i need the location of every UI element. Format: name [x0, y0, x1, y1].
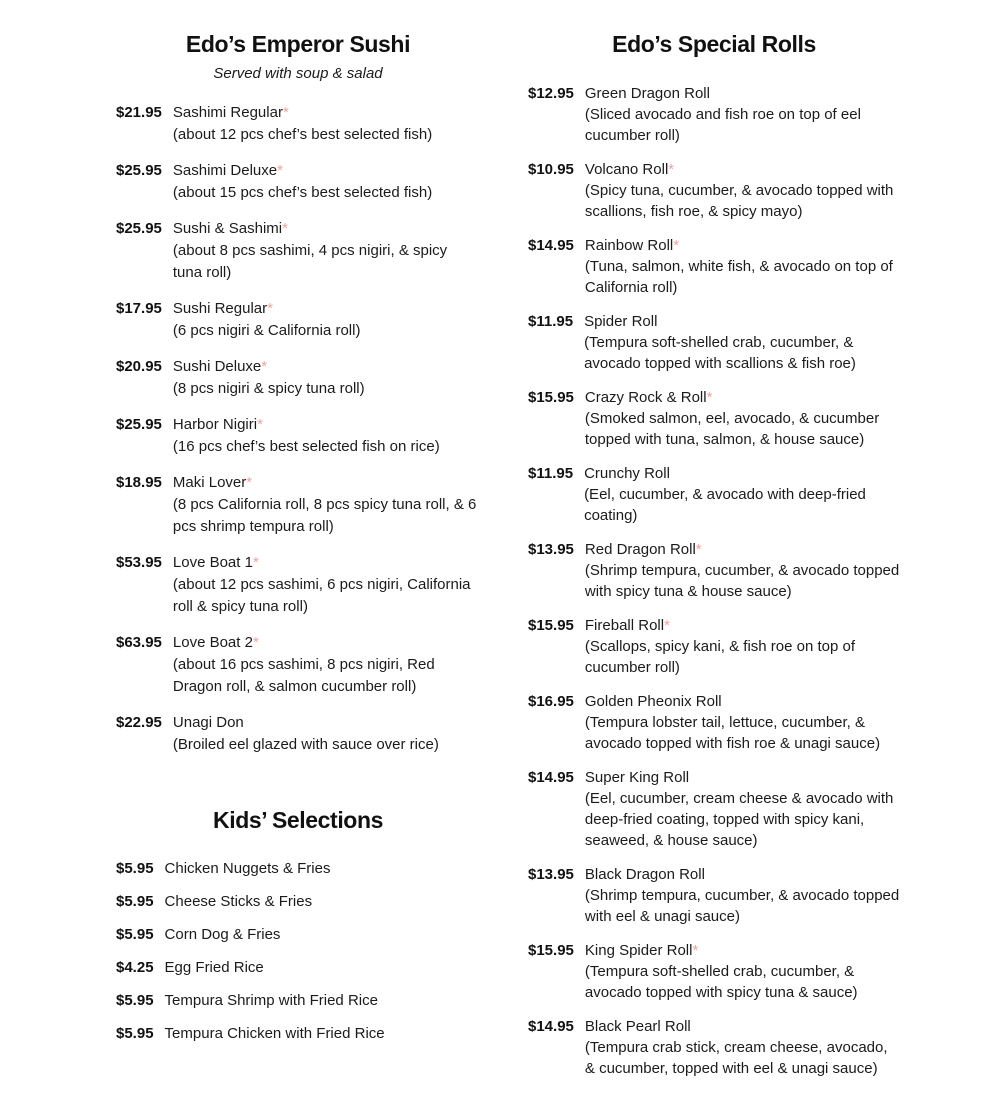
item-name-line [585, 159, 900, 180]
item-name-line [165, 957, 480, 979]
item-name: Tempura Chicken with Fried Rice [164, 1025, 385, 1042]
section-title-kids-selections: Kids’ Selections [213, 807, 383, 833]
item-name: Black Dragon Roll [584, 866, 705, 883]
item-text [173, 712, 480, 756]
item-price: $25.95 [116, 220, 162, 237]
item-description: (Spicy tuna, cucumber, & avocado topped with scallions, fish roe, & spicy mayo) [584, 182, 894, 220]
item-name: Golden Pheonix Roll [584, 693, 722, 710]
item-text [585, 235, 900, 298]
item-name-line [585, 940, 900, 961]
item-description: (Eel, cucumber, cream cheese & avocado with deep-fried coating, topped with spicy kani, seaweed, & house sauce) [584, 790, 894, 849]
item-price: $4.25 [116, 959, 154, 976]
item-text [173, 552, 480, 618]
item-price: $53.95 [116, 554, 162, 571]
item-name-line [165, 891, 480, 913]
item-description: (Tuna, salmon, white fish, & avocado on top of California roll) [584, 258, 893, 296]
item-text [173, 472, 480, 538]
spicy-asterisk: * [706, 389, 713, 406]
spicy-asterisk: * [664, 617, 670, 634]
item-text [165, 891, 480, 913]
section-subtitle-emperor-sushi: Served with soup & salad [213, 65, 383, 82]
item-text [173, 298, 480, 342]
menu-item [116, 712, 480, 756]
item-text [585, 691, 900, 754]
menu-item [116, 414, 480, 458]
item-name: Crunchy Roll [584, 465, 670, 482]
item-price: $10.95 [528, 161, 574, 178]
item-price: $12.95 [528, 85, 574, 102]
item-name-line [585, 615, 900, 636]
item-name-line [585, 691, 900, 712]
item-name-line [173, 632, 480, 654]
menu-item [116, 552, 480, 618]
item-price: $5.95 [116, 1025, 154, 1042]
item-text [585, 767, 900, 851]
item-description: (about 16 pcs sashimi, 8 pcs nigiri, Red Dragon roll, & salmon cucumber roll) [172, 656, 435, 695]
item-text [165, 957, 480, 979]
spicy-asterisk: * [668, 161, 675, 178]
item-text [585, 83, 900, 146]
item-name-line [173, 102, 480, 124]
item-price: $25.95 [116, 162, 162, 179]
menu-item [528, 539, 900, 602]
item-name-line [173, 712, 480, 734]
item-name-line [173, 356, 480, 378]
item-name: Fireball Roll [584, 617, 665, 634]
item-name-line [585, 387, 900, 408]
item-price: $18.95 [116, 474, 162, 491]
section-title-special-rolls: Edo’s Special Rolls [612, 31, 816, 57]
item-text [584, 311, 900, 374]
item-description: (Smoked salmon, eel, avocado, & cucumber topped with tuna, salmon, & house sauce) [584, 410, 880, 448]
item-description: (Tempura lobster tail, lettuce, cucumber, & avocado topped with fish roe & unagi sauce) [584, 714, 881, 752]
item-text [585, 539, 900, 602]
item-name-line [585, 767, 900, 788]
item-description: (about 15 pcs chef’s best selected fish) [172, 184, 433, 201]
menu-item [116, 356, 480, 400]
spicy-asterisk: * [267, 300, 273, 317]
item-name: Egg Fried Rice [164, 959, 264, 976]
item-name: Rainbow Roll [584, 237, 674, 254]
item-description: (Eel, cucumber, & avocado with deep-fried coating) [584, 486, 866, 524]
spicy-asterisk: * [282, 220, 288, 237]
item-text [585, 864, 900, 927]
menu-item [528, 864, 900, 927]
item-description: (about 8 pcs sashimi, 4 pcs nigiri, & spicy tuna roll) [172, 242, 448, 281]
item-name: Sashimi Regular [172, 104, 283, 121]
item-price: $15.95 [528, 617, 574, 634]
menu-item [528, 387, 900, 450]
spicy-asterisk: * [282, 104, 289, 121]
item-text [173, 414, 480, 458]
item-price: $13.95 [528, 866, 574, 883]
item-price: $22.95 [116, 714, 162, 731]
item-name: Volcano Roll [584, 161, 669, 178]
section-title-emperor-sushi: Edo’s Emperor Sushi [185, 31, 411, 57]
item-name: Black Pearl Roll [584, 1018, 691, 1035]
item-text [173, 160, 480, 204]
item-price: $5.95 [116, 926, 154, 943]
right-column [528, 30, 900, 1092]
item-text [584, 463, 900, 526]
item-name: Super King Roll [584, 769, 690, 786]
item-name: Red Dragon Roll [584, 541, 696, 558]
item-name-line [165, 1023, 480, 1045]
menu-item [116, 924, 480, 946]
menu-item [528, 940, 900, 1003]
item-price: $15.95 [528, 942, 574, 959]
spicy-asterisk: * [673, 237, 680, 254]
item-name-line [173, 298, 480, 320]
item-name: Green Dragon Roll [584, 85, 710, 102]
item-name: Sushi & Sashimi [172, 220, 283, 237]
item-name: Sushi Regular [172, 300, 268, 317]
item-name: Harbor Nigiri [172, 416, 258, 433]
item-name: Maki Lover [172, 474, 247, 491]
item-name-line [165, 858, 480, 880]
item-name-line [173, 472, 480, 494]
item-description: (Tempura soft-shelled crab, cucumber, & avocado topped with scallions & fish roe) [584, 334, 856, 372]
item-price: $11.95 [528, 313, 574, 330]
item-list-emperor-sushi [116, 102, 480, 756]
item-text [173, 632, 480, 698]
item-text [585, 159, 900, 222]
item-description: (Scallops, spicy kani, & fish roe on top of cucumber roll) [584, 638, 856, 676]
item-description: (6 pcs nigiri & California roll) [172, 322, 361, 339]
menu-item [528, 691, 900, 754]
item-text [165, 924, 480, 946]
item-name-line [173, 160, 480, 182]
item-name-line [165, 924, 480, 946]
item-name-line [585, 539, 900, 560]
item-text [173, 218, 480, 284]
item-price: $15.95 [528, 389, 574, 406]
item-name: Corn Dog & Fries [164, 926, 281, 943]
item-text [173, 356, 480, 400]
menu-item [116, 891, 480, 913]
item-price: $14.95 [528, 1018, 574, 1035]
spicy-asterisk: * [277, 162, 283, 179]
menu-item [528, 767, 900, 851]
item-text [165, 990, 480, 1012]
menu-item [116, 102, 480, 146]
item-name-line [585, 235, 900, 256]
menu-item [116, 858, 480, 880]
spicy-asterisk: * [692, 942, 699, 959]
item-price: $5.95 [116, 992, 154, 1009]
item-name: Love Boat 1 [172, 554, 253, 571]
item-price: $5.95 [116, 860, 154, 877]
item-list-special-rolls [528, 83, 900, 1079]
menu-item [528, 83, 900, 146]
menu-item [116, 1023, 480, 1045]
section-special-rolls [528, 30, 900, 1079]
item-description: (16 pcs chef’s best selected fish on rice) [172, 438, 440, 455]
item-name-line [165, 990, 480, 1012]
item-text [585, 387, 900, 450]
menu-item [528, 615, 900, 678]
menu-item [116, 298, 480, 342]
menu-item [116, 472, 480, 538]
menu-item [116, 160, 480, 204]
item-name: King Spider Roll [584, 942, 693, 959]
item-description: (Tempura soft-shelled crab, cucumber, & avocado topped with spicy tuna & sauce) [584, 963, 858, 1001]
item-name-line [585, 83, 900, 104]
item-name: Cheese Sticks & Fries [164, 893, 313, 910]
spicy-asterisk: * [246, 474, 253, 491]
menu-item [528, 1016, 900, 1079]
item-price: $16.95 [528, 693, 574, 710]
item-description: (Shrimp tempura, cucumber, & avocado topped with eel & unagi sauce) [584, 887, 900, 925]
item-price: $14.95 [528, 769, 574, 786]
menu-item [116, 990, 480, 1012]
left-column [116, 30, 480, 1092]
menu-item [116, 632, 480, 698]
item-price: $21.95 [116, 104, 162, 121]
item-text [165, 1023, 480, 1045]
item-text [173, 102, 480, 146]
spicy-asterisk: * [261, 358, 268, 375]
section-emperor-sushi [116, 30, 480, 756]
menu-item [116, 218, 480, 284]
item-description: (8 pcs nigiri & spicy tuna roll) [172, 380, 365, 397]
item-price: $5.95 [116, 893, 154, 910]
item-price: $63.95 [116, 634, 162, 651]
item-text [585, 940, 900, 1003]
menu-item [528, 235, 900, 298]
item-text [165, 858, 480, 880]
item-description: (Broiled eel glazed with sauce over rice) [172, 736, 439, 753]
item-name-line [173, 552, 480, 574]
item-name: Tempura Shrimp with Fried Rice [164, 992, 378, 1009]
item-name: Love Boat 2 [172, 634, 253, 651]
item-list-kids-selections [116, 858, 480, 1045]
spicy-asterisk: * [257, 416, 263, 433]
section-kids-selections [116, 806, 480, 1045]
spicy-asterisk: * [252, 634, 259, 651]
item-name-line [584, 463, 900, 484]
item-name: Crazy Rock & Roll [584, 389, 707, 406]
item-price: $13.95 [528, 541, 574, 558]
spicy-asterisk: * [252, 554, 259, 571]
item-name-line [584, 311, 900, 332]
item-price: $25.95 [116, 416, 162, 433]
menu-item [528, 311, 900, 374]
spicy-asterisk: * [695, 541, 702, 558]
item-description: (8 pcs California roll, 8 pcs spicy tuna roll, & 6 pcs shrimp tempura roll) [172, 496, 477, 535]
item-price: $17.95 [116, 300, 162, 317]
item-price: $11.95 [528, 465, 574, 482]
menu-item [528, 159, 900, 222]
item-name: Sushi Deluxe [172, 358, 262, 375]
item-description: (Shrimp tempura, cucumber, & avocado topped with spicy tuna & house sauce) [584, 562, 900, 600]
item-name: Chicken Nuggets & Fries [164, 860, 331, 877]
menu-item [528, 463, 900, 526]
item-name: Sashimi Deluxe [172, 162, 278, 179]
item-description: (Sliced avocado and fish roe on top of eel cucumber roll) [584, 106, 861, 144]
item-name-line [173, 414, 480, 436]
item-price: $14.95 [528, 237, 574, 254]
item-description: (about 12 pcs sashimi, 6 pcs nigiri, California roll & spicy tuna roll) [172, 576, 471, 615]
item-name: Spider Roll [584, 313, 658, 330]
menu-item [116, 957, 480, 979]
item-name-line [585, 864, 900, 885]
item-text [585, 1016, 900, 1079]
item-name: Unagi Don [172, 714, 244, 731]
item-text [585, 615, 900, 678]
item-price: $20.95 [116, 358, 162, 375]
item-name-line [585, 1016, 900, 1037]
item-description: (about 12 pcs chef’s best selected fish) [172, 126, 433, 143]
item-name-line [173, 218, 480, 240]
item-description: (Tempura crab stick, cream cheese, avocado, & cucumber, topped with eel & unagi sauce) [584, 1039, 888, 1077]
